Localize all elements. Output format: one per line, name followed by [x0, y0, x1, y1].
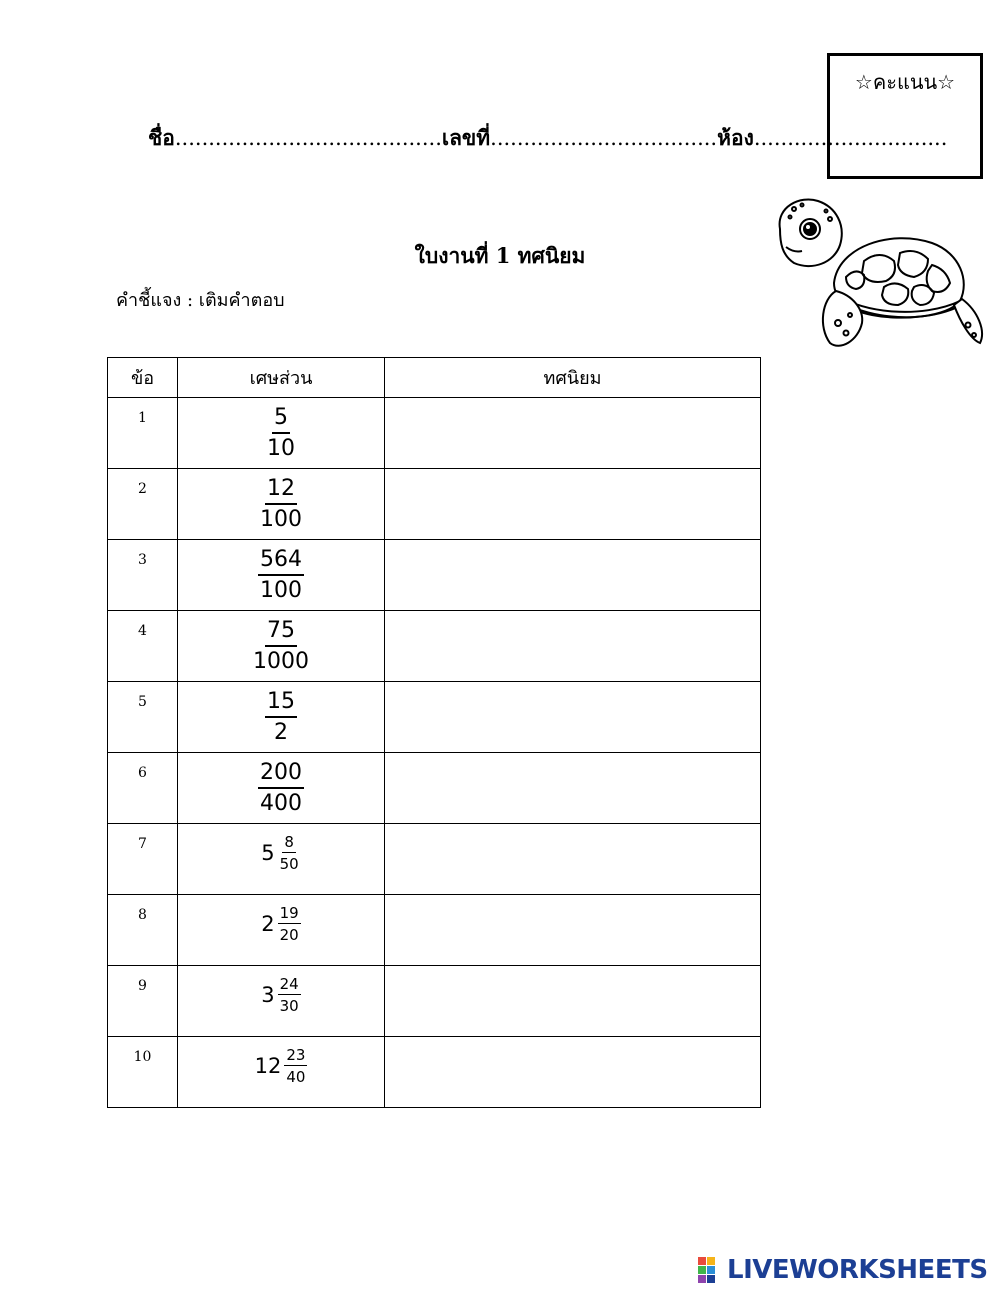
- name-blank[interactable]: ........................................: [174, 126, 442, 150]
- row-number-cell: [108, 398, 178, 469]
- row-number: 1: [138, 410, 147, 426]
- row-number-cell: [108, 966, 178, 1037]
- row-number: 5: [138, 694, 147, 710]
- numerator: 5: [272, 405, 290, 434]
- row-number: 10: [133, 1049, 152, 1065]
- decimal-answer-cell[interactable]: [385, 682, 761, 753]
- mixed-number: [255, 1046, 308, 1086]
- fraction: [265, 689, 297, 746]
- row-number-cell: [108, 895, 178, 966]
- table-row: [108, 469, 761, 540]
- worksheet-table: [107, 357, 761, 1108]
- table-row: [108, 1037, 761, 1108]
- row-number: 6: [138, 765, 147, 781]
- numerator: 24: [279, 975, 299, 993]
- row-number-cell: [108, 611, 178, 682]
- decimal-answer-field[interactable]: [385, 753, 760, 823]
- fraction: [258, 476, 304, 533]
- row-number-cell: [108, 824, 178, 895]
- fraction-cell: [178, 469, 385, 540]
- fraction: [284, 1046, 307, 1086]
- row-number-cell: [108, 1037, 178, 1108]
- decimal-answer-field[interactable]: [385, 611, 760, 681]
- mixed-number: [261, 975, 300, 1015]
- decimal-answer-field[interactable]: [385, 540, 760, 610]
- decimal-answer-cell[interactable]: [385, 966, 761, 1037]
- table-row: [108, 824, 761, 895]
- fraction-cell: [178, 398, 385, 469]
- room-blank[interactable]: .............................: [753, 126, 948, 150]
- decimal-answer-cell[interactable]: [385, 469, 761, 540]
- fraction: [258, 547, 304, 604]
- fraction: [258, 760, 304, 817]
- whole-part: 5: [261, 841, 275, 865]
- turtle-icon: [772, 195, 984, 353]
- fraction-cell: [178, 753, 385, 824]
- numerator: 15: [265, 689, 297, 718]
- decimal-answer-field[interactable]: [385, 682, 760, 752]
- row-number: 3: [138, 552, 147, 568]
- decimal-answer-cell[interactable]: [385, 398, 761, 469]
- row-number-cell: [108, 682, 178, 753]
- room-label: ห้อง: [717, 125, 754, 150]
- decimal-answer-field[interactable]: [385, 824, 760, 894]
- header-fraction: เศษส่วน: [178, 358, 385, 398]
- decimal-answer-field[interactable]: [385, 895, 760, 965]
- table-row: [108, 753, 761, 824]
- decimal-answer-cell[interactable]: [385, 753, 761, 824]
- header-decimal: ทศนิยม: [385, 358, 761, 398]
- score-label: ☆คะแนน☆: [854, 70, 956, 94]
- fraction: [278, 833, 301, 873]
- table-row: [108, 611, 761, 682]
- whole-part: 12: [254, 1054, 282, 1078]
- row-number-cell: [108, 753, 178, 824]
- fraction-cell: [178, 895, 385, 966]
- row-number: 8: [138, 907, 147, 923]
- row-number-cell: [108, 540, 178, 611]
- fraction: [251, 618, 311, 675]
- decimal-answer-cell[interactable]: [385, 611, 761, 682]
- fraction: [278, 904, 301, 944]
- liveworksheets-logo: [698, 1255, 988, 1285]
- logo-blocks-icon: [698, 1257, 724, 1283]
- decimal-answer-cell[interactable]: [385, 824, 761, 895]
- row-number: 9: [138, 978, 147, 994]
- numerator: 12: [265, 476, 297, 505]
- numerator: 8: [284, 833, 294, 851]
- table-row: [108, 895, 761, 966]
- whole-part: 3: [261, 983, 275, 1007]
- denominator: 40: [286, 1068, 306, 1086]
- table-row: [108, 682, 761, 753]
- whole-part: 2: [261, 912, 275, 936]
- numerator: 23: [286, 1046, 306, 1064]
- header-no: ข้อ: [108, 358, 178, 398]
- table-row: [108, 398, 761, 469]
- fraction-cell: [178, 540, 385, 611]
- decimal-answer-cell[interactable]: [385, 895, 761, 966]
- logo-text: LIVEWORKSHEETS: [727, 1255, 988, 1285]
- fraction-cell: [178, 1037, 385, 1108]
- fraction-cell: [178, 682, 385, 753]
- mixed-number: [261, 833, 300, 873]
- denominator: 1000: [253, 649, 309, 674]
- worksheet-title: ใบงานที่ 1 ทศนิยม: [414, 243, 586, 268]
- numerator: 19: [279, 904, 299, 922]
- decimal-answer-field[interactable]: [385, 1037, 760, 1107]
- denominator: 30: [279, 997, 299, 1015]
- fraction-cell: [178, 824, 385, 895]
- mixed-number: [261, 904, 300, 944]
- numerator: 75: [265, 618, 297, 647]
- denominator: 10: [267, 436, 295, 461]
- decimal-answer-cell[interactable]: [385, 540, 761, 611]
- row-number-cell: [108, 469, 178, 540]
- table-header-row: [108, 358, 761, 398]
- numerator: 200: [258, 760, 304, 789]
- instruction-text: คำชี้แจง : เติมคำตอบ: [116, 290, 285, 311]
- fraction-cell: [178, 611, 385, 682]
- fraction: [278, 975, 301, 1015]
- decimal-answer-field[interactable]: [385, 966, 760, 1036]
- denominator: 100: [260, 578, 302, 603]
- numerator: 564: [258, 547, 304, 576]
- table-row: [108, 966, 761, 1037]
- number-label: เลขที่: [441, 125, 491, 150]
- name-label: ชื่อ: [148, 125, 175, 150]
- decimal-answer-field[interactable]: [385, 398, 760, 468]
- score-box: [827, 53, 983, 179]
- decimal-answer-cell[interactable]: [385, 1037, 761, 1108]
- denominator: 2: [274, 720, 288, 745]
- denominator: 400: [260, 791, 302, 816]
- fraction: [265, 405, 297, 462]
- denominator: 100: [260, 507, 302, 532]
- denominator: 20: [279, 926, 299, 944]
- row-number: 2: [138, 481, 147, 497]
- number-blank[interactable]: ..................................: [490, 126, 718, 150]
- row-number: 7: [138, 836, 147, 852]
- row-number: 4: [138, 623, 147, 639]
- table-row: [108, 540, 761, 611]
- denominator: 50: [279, 855, 299, 873]
- fraction-cell: [178, 966, 385, 1037]
- decimal-answer-field[interactable]: [385, 469, 760, 539]
